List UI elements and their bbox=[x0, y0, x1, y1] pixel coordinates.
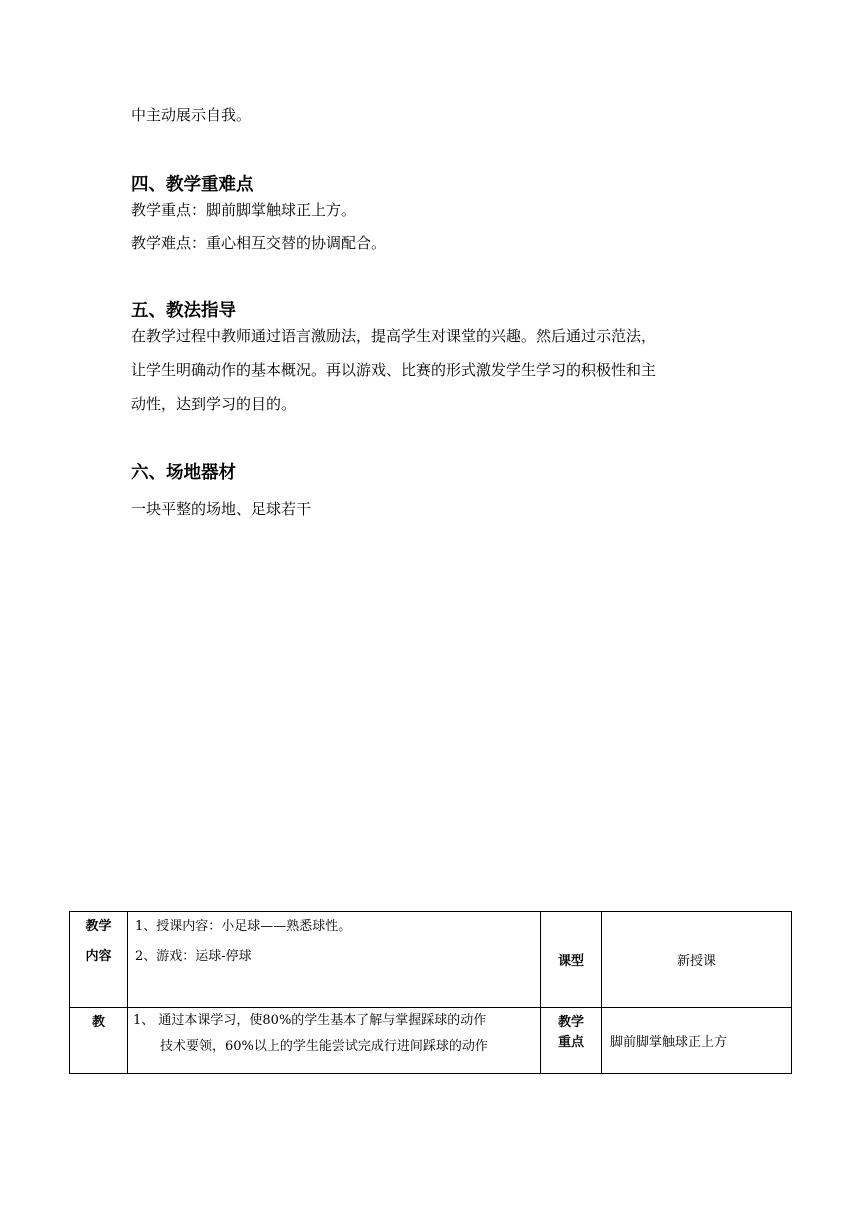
table-row bbox=[70, 1008, 792, 1074]
equipment-heading: 六、场地器材 bbox=[131, 463, 236, 483]
objective-cell bbox=[128, 1008, 541, 1074]
method-line-1: 在教学过程中教师通过语言激励法，提高学生对课堂的兴趣。然后通过示范法， bbox=[131, 327, 657, 345]
lesson-type-value-text: 新授课 bbox=[676, 954, 716, 969]
content-item: 1、授课内容：小足球——熟悉球性。 bbox=[135, 919, 352, 934]
equipment-line: 一块平整的场地、足球若干 bbox=[131, 500, 312, 518]
key-points-heading: 四、教学重难点 bbox=[131, 175, 254, 195]
label-bottom: 内容 bbox=[85, 949, 112, 964]
difficulty-line: 教学难点：重心相互交替的协调配合。 bbox=[131, 234, 387, 252]
focus-label-top: 教学 bbox=[557, 1015, 584, 1030]
intro-tail-text: 中主动展示自我。 bbox=[131, 106, 252, 124]
lesson-type-value bbox=[602, 912, 792, 1008]
label-top: 教学 bbox=[85, 919, 112, 934]
lesson-plan-table bbox=[69, 911, 792, 1074]
focus-value-text: 脚前脚掌触球正上方 bbox=[610, 1035, 728, 1050]
objective-line: 1、 通过本课学习，使80%的学生基本了解与掌握踩球的动作 bbox=[133, 1013, 487, 1028]
focus-label-bottom: 重点 bbox=[557, 1035, 584, 1050]
focus-label bbox=[541, 1008, 602, 1074]
method-heading: 五、教法指导 bbox=[131, 301, 236, 321]
key-point-line: 教学重点：脚前脚掌触球正上方。 bbox=[131, 201, 357, 219]
objective-label-text: 教 bbox=[91, 1015, 105, 1030]
method-line-2: 让学生明确动作的基本概况。再以游戏、比赛的形式激发学生学习的积极性和主 bbox=[131, 361, 657, 379]
lesson-type-label-text: 课型 bbox=[557, 954, 584, 969]
teaching-content-cell bbox=[128, 912, 541, 1008]
content-item: 2、游戏：运球-停球 bbox=[135, 949, 252, 964]
table-row bbox=[70, 912, 792, 1008]
method-line-3: 动性，达到学习的目的。 bbox=[131, 395, 297, 413]
focus-value bbox=[602, 1008, 792, 1074]
teaching-content-label bbox=[70, 912, 128, 1008]
objective-line: 技术要领，60%以上的学生能尝试完成行进间踩球的动作 bbox=[160, 1039, 488, 1054]
objective-label bbox=[70, 1008, 128, 1074]
lesson-type-label bbox=[541, 912, 602, 1008]
